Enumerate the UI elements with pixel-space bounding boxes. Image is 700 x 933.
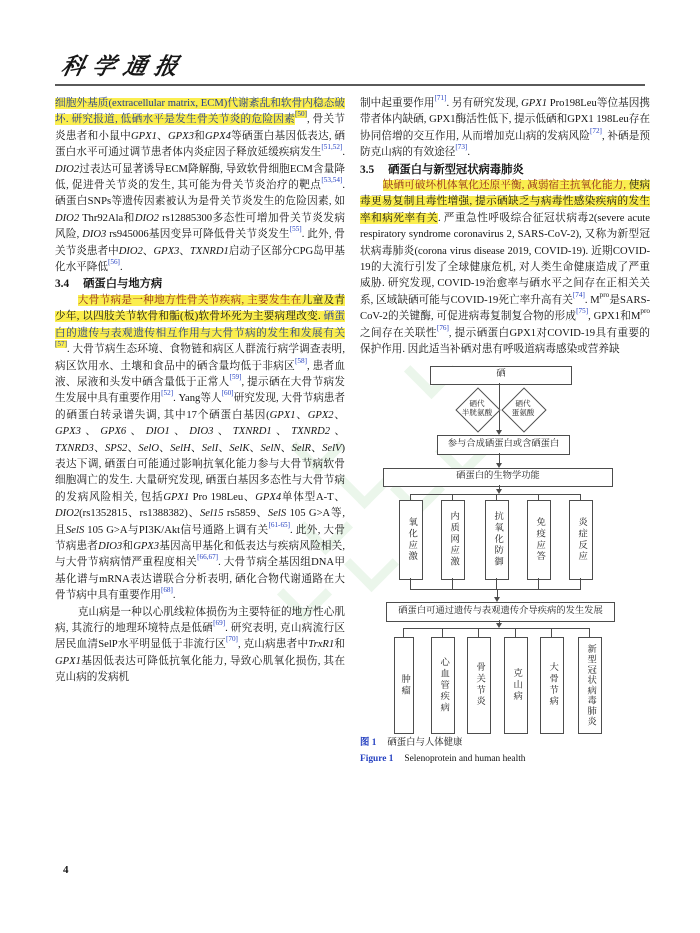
disease-box: 肿瘤: [394, 637, 414, 734]
text-segment: , 克山病患者中: [237, 639, 309, 651]
citation-ref[interactable]: [61-65]: [268, 520, 291, 529]
text-segment: DIO1: [145, 426, 170, 438]
left-column: [55, 96, 345, 687]
text-segment: 和: [334, 639, 346, 651]
stub-line: [410, 578, 411, 589]
text-segment: .: [342, 147, 345, 159]
disease-box: 心血管疾病: [431, 637, 455, 734]
text-segment: 、: [93, 442, 105, 454]
text-segment: 、: [190, 442, 202, 454]
text-segment: GPX1: [131, 130, 157, 142]
text-segment: GPX3: [133, 540, 160, 552]
citation-ref[interactable]: [75]: [576, 307, 589, 316]
text-segment: 、: [159, 442, 171, 454]
text-segment: 、: [156, 130, 169, 142]
text-segment: 是SARS-CoV-2的关键酶, 可促进病毒复制复合物的形成: [360, 294, 651, 323]
text-segment: DIO2: [118, 245, 143, 257]
text-segment: 使病毒更易复制且毒性增强, 提示硒缺乏与病毒性感染疾病的发生率和病死率有关: [360, 180, 651, 224]
citation-ref[interactable]: [53,54]: [321, 176, 343, 185]
text-segment: 制中起重要作用: [360, 98, 435, 109]
text-segment: SelH: [170, 442, 191, 454]
text-segment: 、: [213, 426, 233, 438]
label-line: 硒代: [469, 398, 485, 408]
text-segment: 、: [249, 442, 261, 454]
text-segment: )表达下调, 硒蛋白可能通过影响抗氧化能力参与大骨节病软骨细胞凋亡的发生. 大量研究发现, 硒蛋白基因多态性与大骨节病的发病风险相关, 包括: [55, 442, 346, 503]
node-biofunction: 硒蛋白的生物学功能: [383, 468, 613, 487]
section-heading-3-5: [360, 162, 650, 178]
disease-box: 大骨节病: [540, 637, 564, 734]
paragraph: [55, 96, 345, 276]
stub-line: [478, 628, 479, 637]
disease-box: 克山病: [504, 637, 528, 734]
stub-line: [551, 628, 552, 637]
text-segment: SelO: [138, 442, 160, 454]
text-segment: 、: [179, 245, 190, 257]
text-segment: GPX3: [168, 130, 194, 142]
text-segment: 、: [80, 426, 101, 438]
text-segment: 启动子区部分CPG岛甲基化水平降低: [55, 245, 346, 274]
figure-caption-en-label: Figure 1: [360, 753, 394, 764]
text-segment: . 此外, 大骨节病患者: [55, 524, 346, 552]
connector-line: [497, 589, 498, 597]
text-segment: 基因高甲基化和低表达与疾病风险相关, 与大骨节病病情严重程度相关: [55, 540, 346, 569]
connector-line: [499, 453, 500, 463]
node-synthesis: 参与合成硒蛋白或含硒蛋白: [437, 435, 570, 455]
text-segment: GPX4: [205, 130, 231, 142]
citation-ref[interactable]: [58]: [295, 356, 307, 365]
text-segment: GPX3: [153, 245, 180, 257]
section-number: 3.4: [55, 278, 70, 291]
text-segment: . 此外, 骨关节炎患者中: [55, 229, 346, 257]
citation-ref[interactable]: [51,52]: [321, 143, 343, 152]
citation-ref[interactable]: [74]: [572, 290, 585, 299]
citation-ref[interactable]: [50]: [295, 110, 308, 119]
stub-line: [496, 578, 497, 589]
citation-ref[interactable]: [66,67]: [197, 553, 219, 562]
text-segment: 、: [311, 442, 323, 454]
text-segment: , 骨关节炎患者和小鼠中: [55, 114, 346, 142]
text-segment: DIO3: [82, 229, 107, 241]
label-line: 蛋氨酸: [511, 408, 535, 417]
text-segment: 缺硒可破坏机体氧化还原平衡, 减弱宿主抗氧化能力,: [382, 180, 629, 192]
section-number: 3.5: [360, 163, 375, 176]
text-segment: DIO2: [55, 508, 80, 520]
text-segment: DIO2: [55, 212, 80, 224]
journal-logo: 科学通报: [58, 53, 189, 80]
text-segment: 研究发现, 大骨节病患者的硒蛋白转录谱失调, 其中17个硒蛋白基因(: [55, 393, 346, 421]
text-segment: TXNRD2: [291, 426, 331, 438]
text-segment: 硒蛋白的遗传与表观遗传相互作用与大骨节病的发生和发展有关: [55, 311, 346, 339]
text-segment: . 研究表明, 克山病流行区居民血清SelP水平明显低于非流行区: [55, 623, 346, 651]
text-segment: , 患者血液、尿液和头发中硒含量低于正常人: [55, 360, 346, 388]
label-line: 硒代: [515, 398, 531, 408]
stub-line: [580, 578, 581, 589]
text-segment: SelR: [291, 442, 312, 454]
text-segment: Pro 198Leu、: [189, 491, 256, 503]
stub-line: [442, 628, 443, 637]
text-segment: DIO3: [189, 426, 214, 438]
text-segment: . 硒蛋白SNPs等遗传因素被认为是骨关节炎发生的危险因素, 如: [55, 180, 345, 208]
text-segment: GPX1: [55, 655, 81, 667]
right-column: [360, 96, 650, 767]
text-segment: TXNRD1: [232, 426, 272, 438]
text-segment: 基因低表达可降低抗氧化能力, 导致心肌氧化损伤, 其在克山病的发病机: [55, 655, 345, 684]
citation-ref[interactable]: [69]: [213, 619, 226, 627]
figure-caption-en-text: Selenoprotein and human health: [404, 753, 526, 764]
text-segment: 、: [142, 245, 154, 257]
branch-line: [410, 494, 580, 495]
text-segment: 等硒蛋白基因低表达, 硒蛋白水平可通过调节患者体内炎症因子释放延缓疾病发生: [55, 130, 346, 159]
text-segment: 105 G>A与PI3K/Akt信号通路上调有关: [84, 524, 269, 536]
text-segment: SPS2: [104, 442, 128, 454]
text-segment: . 大骨节病生态环境、食物链和病区人群流行病学调查表明, 病区饮用水、土壤和食品中的硒含量均低于非病区: [55, 344, 345, 372]
text-segment: (rs1352815、rs1388382)、: [79, 508, 200, 520]
text-segment: 、: [218, 442, 230, 454]
text-segment: pro: [599, 290, 610, 299]
branch-line: [403, 628, 590, 629]
node-selenium: 硒: [430, 366, 572, 385]
figure-caption-zh-text: 硒蛋白与人体健康: [387, 737, 463, 748]
text-segment: , GPX1和M: [588, 311, 641, 323]
text-segment: 、: [271, 426, 292, 438]
text-segment: 、: [330, 426, 346, 438]
text-segment: GPX6: [100, 426, 127, 438]
text-segment: GPX1: [521, 98, 547, 109]
section-title: 硒蛋白与新型冠状病毒肺炎: [388, 163, 524, 176]
function-box: 炎症反应: [569, 500, 593, 580]
text-segment: .: [119, 262, 123, 274]
text-segment: 细胞外基质(extracellular matrix, ECM)代谢紊乱和软骨内稳态破坏. 研究报道, 低硒水平是发生骨关节炎的危险因素: [55, 98, 345, 126]
citation-ref[interactable]: [72]: [589, 126, 602, 135]
text-segment: rs5859、: [223, 508, 268, 520]
citation-ref[interactable]: [60]: [221, 389, 234, 398]
text-segment: 克山病是一种以心肌线粒体损伤为主要特征的地方性心肌病, 其流行的地理环境特点是低硒: [55, 606, 345, 634]
citation-ref[interactable]: [52]: [161, 389, 174, 398]
function-box: 抗氧化防御: [485, 500, 509, 580]
text-segment: Pro198Leu等位基因携带者体内缺硒, GPX1酶活性低下, 提示低硒和GPX1 198Leu存在协同倍增的交互作用, 从而增加克山病的发病风险: [360, 98, 651, 142]
citation-ref[interactable]: [57]: [55, 340, 67, 349]
text-segment: 、: [126, 426, 146, 438]
text-segment: GPX3: [55, 426, 81, 438]
paragraph: [55, 605, 345, 687]
text-segment: rs12885300多态性可增加骨关节炎发病风险,: [55, 212, 345, 241]
node-selenomethionine-label: [493, 399, 553, 418]
stub-line: [538, 578, 539, 589]
function-box: 氧化应激: [399, 500, 423, 580]
function-box: 免疫应答: [527, 500, 551, 580]
node-mediate: 硒蛋白可通过遗传与表观遗传介导疾病的发生发展: [386, 602, 615, 622]
stub-line: [589, 628, 590, 637]
citation-ref[interactable]: [68]: [160, 586, 173, 595]
stub-line: [515, 628, 516, 637]
label-line: 半胱氨酸: [461, 408, 493, 417]
text-segment: . M: [584, 294, 600, 306]
text-segment: GPX1: [163, 491, 190, 503]
text-segment: 、: [333, 409, 345, 421]
text-segment: TXNRD1: [190, 245, 229, 257]
text-segment: 、: [127, 442, 139, 454]
stub-line: [452, 578, 453, 589]
text-segment: 儿童及青少年, 以四肢关节软骨和骺(板)软骨坏死为主要病理改变.: [55, 294, 346, 323]
section-title: 硒蛋白与地方病: [83, 278, 163, 291]
text-segment: GPX1: [269, 409, 296, 421]
paragraph: [55, 293, 345, 605]
text-segment: 和: [122, 540, 134, 552]
text-segment: .: [467, 147, 470, 159]
text-segment: 单体型A-T、: [281, 491, 346, 503]
text-segment: .: [172, 590, 176, 602]
text-segment: TXNRD3: [55, 442, 94, 454]
text-segment: . 大骨节病全基因组DNA甲基化谱与mRNA表达谱联合分析表明, 硒化合物代谢通路在大骨节病中具有重要作用: [55, 557, 346, 602]
figure-caption-zh: [360, 736, 650, 751]
disease-box: 新型冠状病毒肺炎: [578, 637, 602, 734]
masthead-divider: [55, 84, 645, 86]
text-segment: 、: [280, 442, 292, 454]
text-segment: , 补硒是预防克山病的有效途径: [360, 130, 651, 159]
text-segment: Thr92Ala和: [79, 212, 135, 224]
text-segment: 之间存在关联性: [360, 327, 437, 339]
disease-box: 骨关节炎: [467, 637, 491, 734]
text-segment: 和: [193, 130, 206, 142]
function-box: 内质网应激: [441, 500, 465, 580]
text-segment: , 提示硒蛋白GPX1对COVID-19具有重要的保护作用. 因此适当补硒对患有呼吸道病毒感染或营养缺: [360, 327, 651, 356]
page-number: 4: [63, 864, 69, 876]
text-segment: Sel15: [199, 508, 224, 520]
citation-ref[interactable]: [73]: [455, 143, 468, 152]
text-segment: 、: [295, 409, 308, 421]
section-heading-3-4: [55, 276, 345, 292]
text-segment: 105 G>A等, 且: [55, 508, 345, 536]
text-segment: TrxR1: [308, 639, 335, 651]
text-segment: SelN: [260, 442, 281, 454]
text-segment: GPX2: [307, 409, 334, 421]
text-segment: SelV: [322, 442, 342, 454]
text-segment: SelK: [229, 442, 250, 454]
citation-ref[interactable]: [76]: [436, 323, 449, 332]
text-segment: pro: [640, 307, 650, 316]
text-segment: DIO2: [134, 212, 159, 224]
figure-caption-en: [360, 752, 650, 767]
collector-line: [410, 589, 581, 590]
figure-1-diagram: [360, 364, 650, 736]
stub-line: [403, 628, 404, 637]
text-segment: SelS: [66, 524, 85, 536]
paragraph: [360, 96, 650, 162]
text-segment: 、: [169, 426, 190, 438]
text-segment: . 另有研究发现,: [446, 98, 522, 109]
text-segment: 大骨节病是一种地方性骨关节疾病, 主要发生在: [77, 294, 302, 306]
text-segment: rs945006基因变异可降低骨关节炎发生: [106, 229, 290, 241]
citation-ref[interactable]: [70]: [225, 635, 238, 644]
text-segment: , 提示硒在大骨节病发生发展中具有重要作用: [55, 376, 346, 405]
text-segment: GPX4: [255, 491, 282, 503]
citation-ref[interactable]: [71]: [434, 94, 447, 102]
text-segment: DIO2: [55, 163, 80, 175]
text-segment: . Yang等人: [173, 393, 222, 405]
text-segment: SelS: [267, 508, 287, 520]
text-segment: DIO3: [98, 540, 123, 552]
text-segment: SelI: [201, 442, 219, 454]
text-segment: . 严重急性呼吸综合征冠状病毒2(severe acute respiratory syndrome coronavirus 2, SARS-CoV-2), 又称为新型冠状病毒肺炎(corona virus disease 2019, COVID-19). 近期COVID-19的大流行引发了全球健康危机, 对人类生命健康造成了严重威胁. 研究发现, COVID-19治愈率与硒水平之间存在正相关关系, 区域缺硒可能与COVID-19死亡率升高有关: [360, 212, 651, 306]
text-segment: 过表达可显著诱导ECM降解酶, 导致软骨细胞ECM含量降低, 促进骨关节炎的发生, 其可能为骨关节炎治疗的靶点: [55, 163, 345, 192]
citation-ref[interactable]: [55]: [289, 225, 302, 234]
paragraph: [360, 178, 650, 358]
citation-ref[interactable]: [56]: [107, 258, 120, 267]
citation-ref[interactable]: [59]: [229, 372, 242, 381]
figure-caption-zh-label: 图 1: [360, 737, 377, 748]
